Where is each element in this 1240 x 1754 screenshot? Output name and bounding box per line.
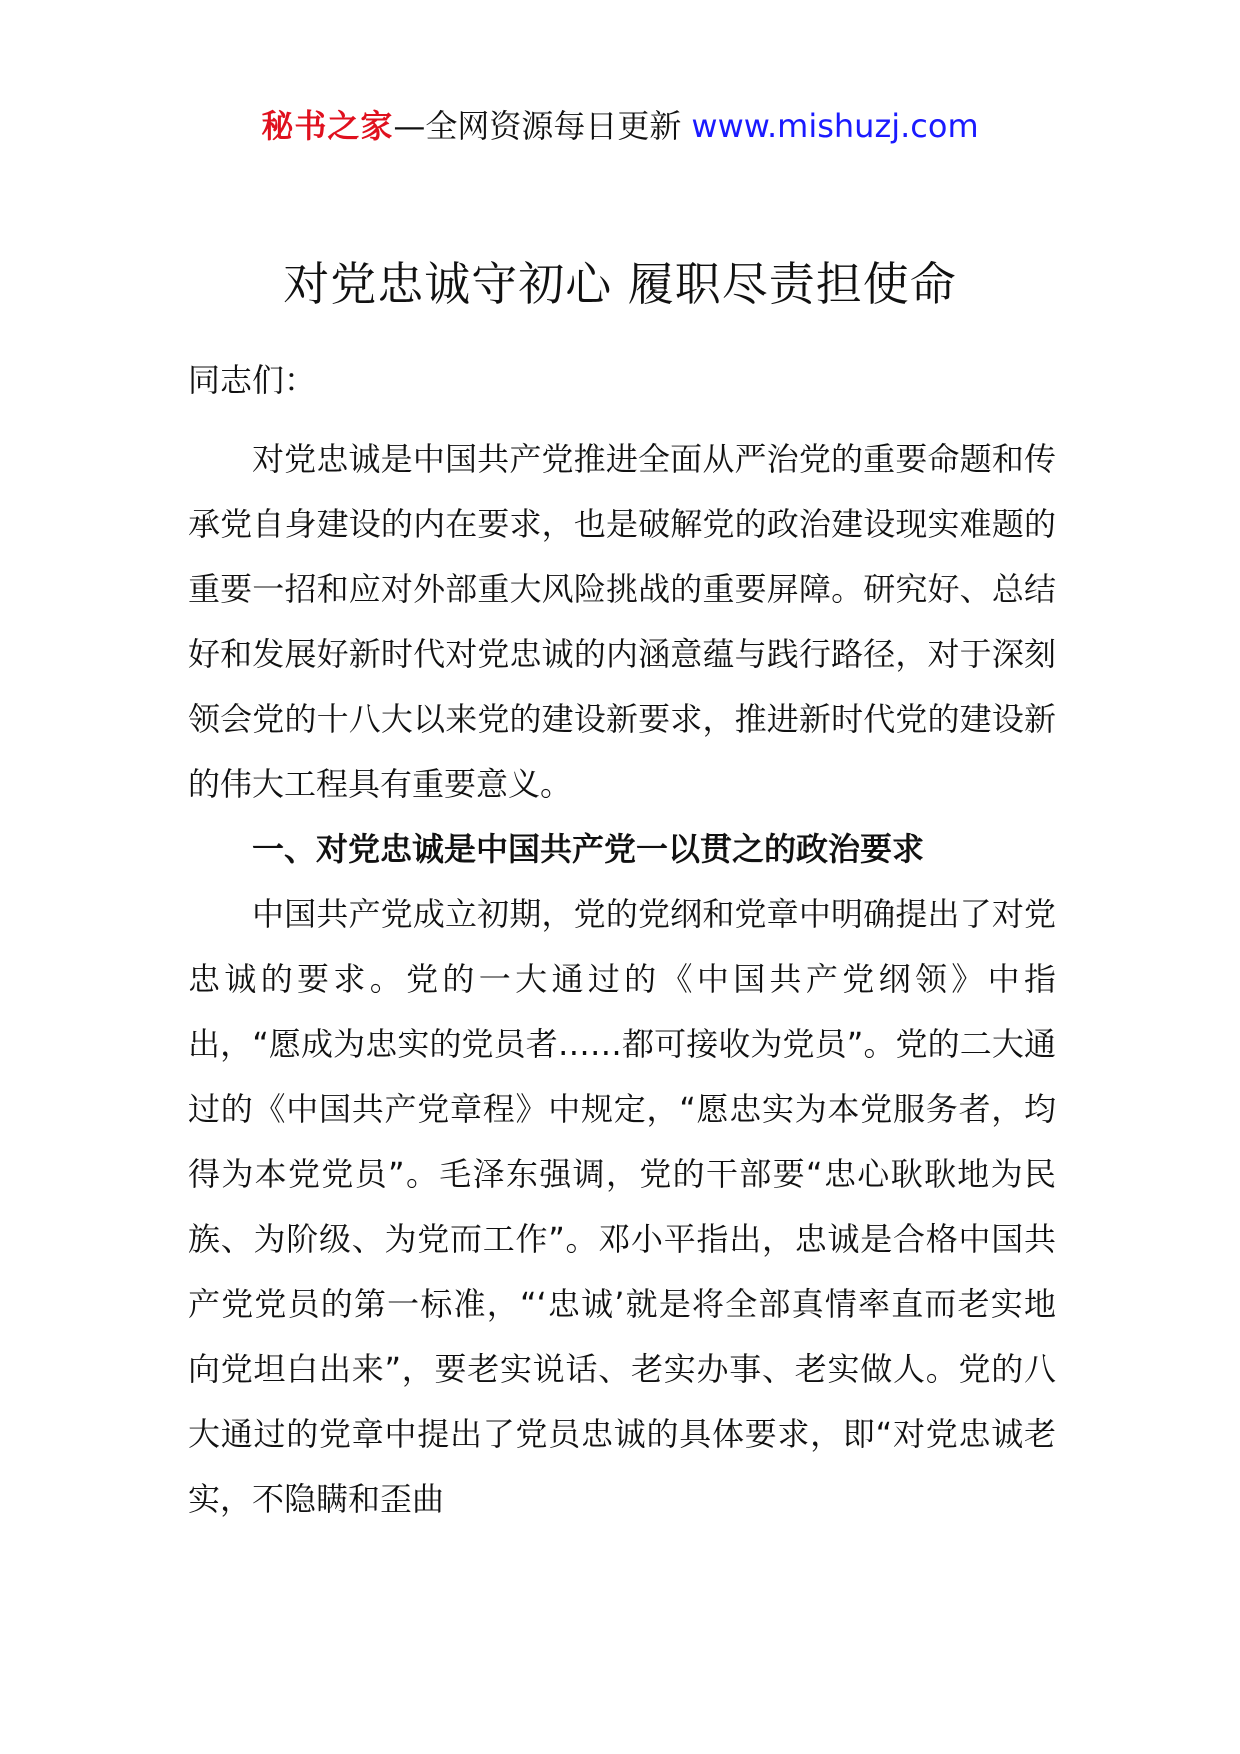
salutation: 同志们： — [188, 361, 317, 399]
section-heading-1: 一、对党忠诚是中国共产党一以贯之的政治要求 — [252, 830, 925, 868]
intro-paragraph: 对党忠诚是中国共产党推进全面从严治党的重要命题和传承党自身建设的内在要求，也是破解党的政治建设现实难题的重要一招和应对外部重大风险挑战的重要屏障。研究好、总结好和发展好新时代对党忠诚的内涵意蕴与践行路径，对于深刻领会党的十八大以来党的建设新要求，推进新时代党的建设新的伟大工程具有重要意义。 — [188, 440, 1056, 803]
site-slogan: —全网资源每日更新 — [393, 107, 682, 145]
brand-name: 秘书之家 — [261, 107, 394, 145]
document-body — [188, 348, 1056, 1532]
site-header — [0, 101, 1240, 151]
site-url-link[interactable]: www.mishuzj.com — [691, 107, 979, 145]
body-paragraph: 中国共产党成立初期，党的党纲和党章中明确提出了对党忠诚的要求。党的一大通过的《中国共产党纲领》中指出，“愿成为忠实的党员者……都可接收为党员”。党的二大通过的《中国共产党章程》中规定，“愿忠实为本党服务者，均得为本党党员”。毛泽东强调，党的干部要“忠心耿耿地为民族、为阶级、为党而工作”。邓小平指出，忠诚是合格中国共产党党员的第一标准，“‘忠诚’就是将全部真情率直而老实地向党坦白出来”，要老实说话、老实办事、老实做人。党的八大通过的党章中提出了党员忠诚的具体要求，即“对党忠诚老实，不隐瞒和歪曲 — [188, 895, 1056, 1518]
document-title: 对党忠诚守初心 履职尽责担使命 — [283, 257, 957, 311]
